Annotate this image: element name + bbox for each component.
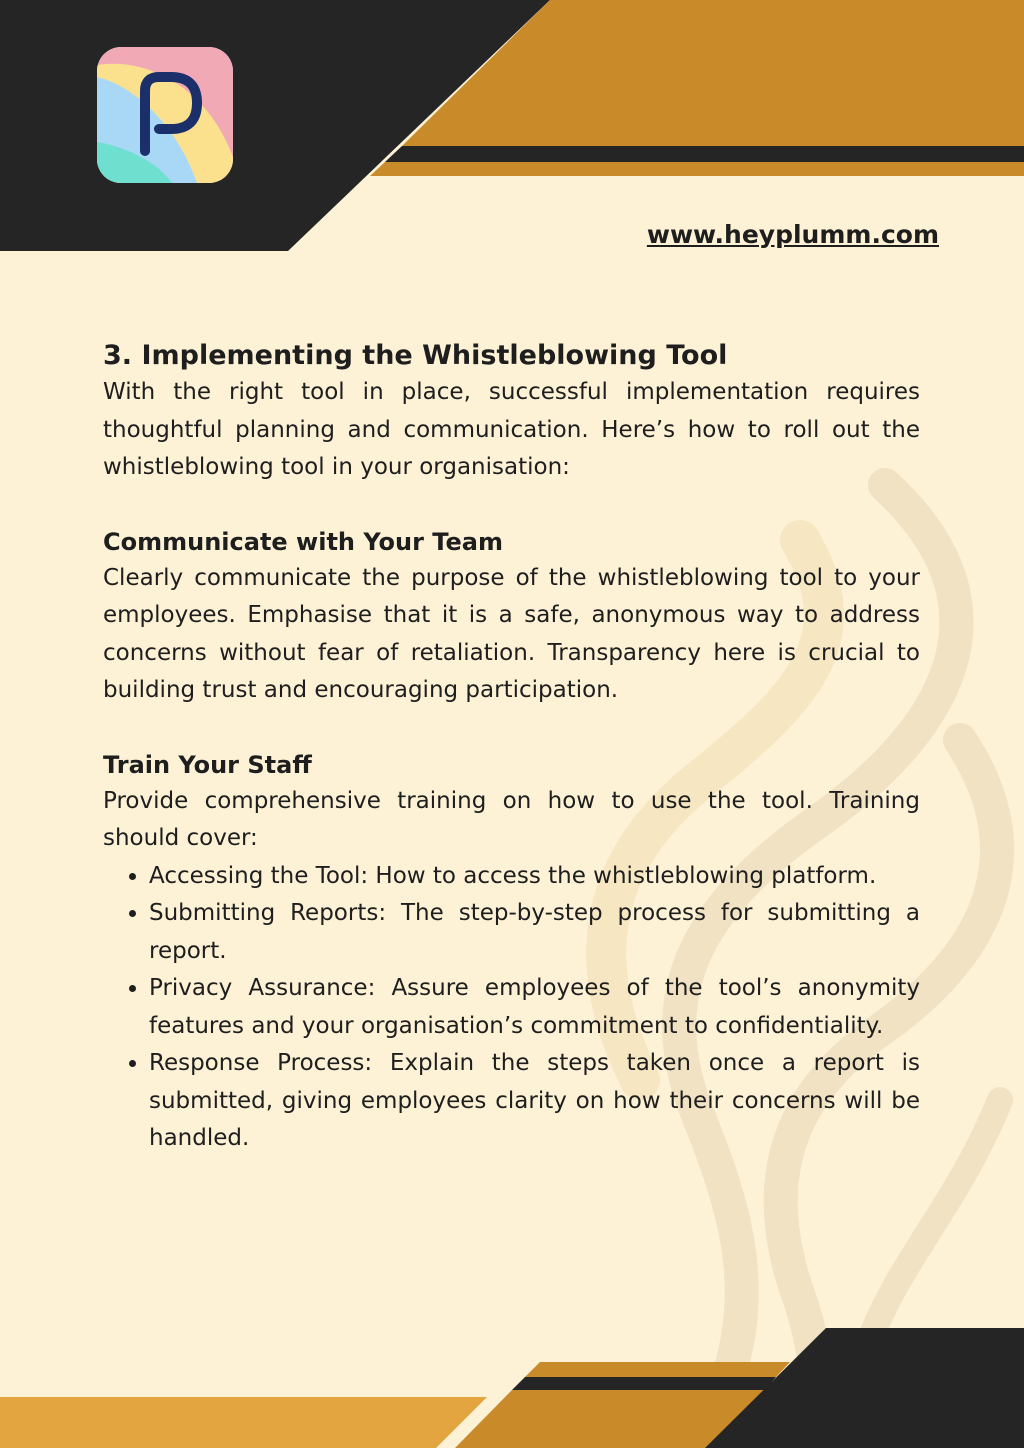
train-heading: Train Your Staff — [103, 750, 312, 779]
main-content — [103, 338, 920, 1158]
communicate-heading: Communicate with Your Team — [103, 527, 503, 556]
communicate-body: Clearly communicate the purpose of the whistleblowing tool to your employees. Emphasise that it is a safe, anonymous way to address concerns without fear of retaliation. Transparency here is crucial to building trust and encouraging participation. — [103, 564, 920, 703]
list-item: • Accessing the Tool: How to access the whistleblowing platform. — [149, 858, 920, 896]
section-title: 3. Implementing the Whistleblowing Tool — [103, 340, 728, 371]
website-link[interactable]: www.heyplumm.com — [646, 220, 939, 249]
train-body: Provide comprehensive training on how to use the tool. Training should cover: — [103, 787, 920, 851]
section-intro: With the right tool in place, successful implementation requires thoughtful planning and communication. Here’s how to roll out the whistleblowing tool in your organisation: — [103, 379, 920, 480]
list-item: • Submitting Reports: The step-by-step process for submitting a report. — [149, 895, 920, 970]
footer-banner — [0, 1328, 1024, 1448]
list-item: • Response Process: Explain the steps taken once a report is submitted, giving employees clarity on how their concerns will be handled. — [149, 1045, 920, 1158]
training-list — [103, 858, 920, 1158]
list-item: • Privacy Assurance: Assure employees of the tool’s anonymity features and your organisation’s commitment to confidentiality. — [149, 970, 920, 1045]
plumm-logo — [97, 47, 233, 183]
plumm-p-logo-icon — [97, 47, 233, 183]
